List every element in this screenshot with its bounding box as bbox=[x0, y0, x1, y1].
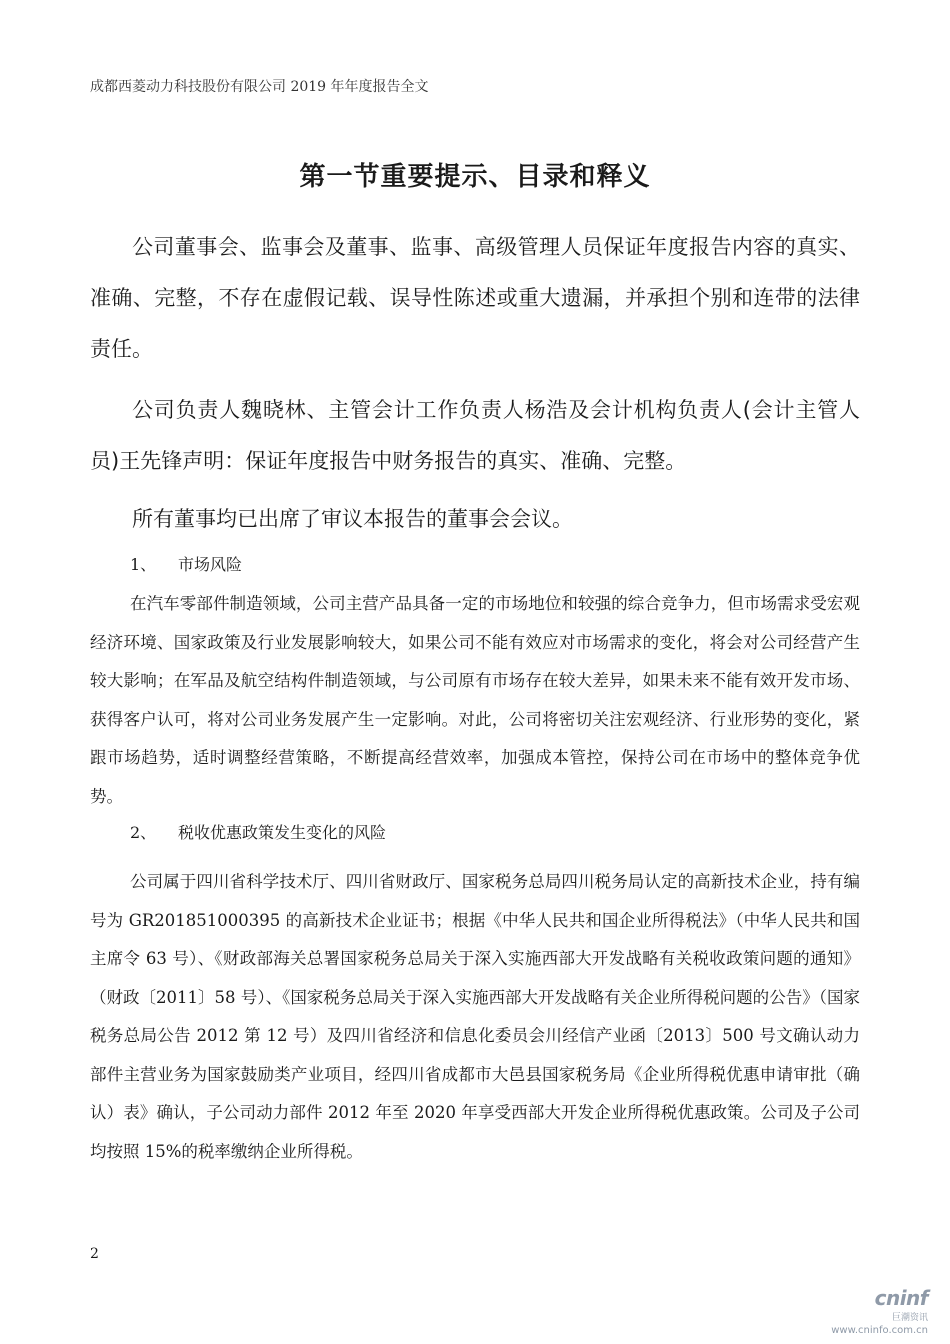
page-number: 2 bbox=[90, 1246, 99, 1262]
logo-mark: cninf bbox=[874, 1286, 928, 1310]
section-title: 第一节重要提示、目录和释义 bbox=[299, 162, 651, 192]
risk-paragraph-tax: 公司属于四川省科学技术厅、四川省财政厅、国家税务总局四川税务局认定的高新技术企业，持有编号为 GR201851000395 的高新技术企业证书；根据《中华人民共和国企业所得税法》（中华人民共和国主席令 63 号）、《财政部海关总署国家税务总局关于深入实施西部大开发战略有关税收政策问题的通知》（财政〔2011〕58 号）、《国家税务总局关于深入实施西部大开发战略有关企业所得税问题的公告》（国家税务总局公告 2012 第 12 号）及四川省经济和信息化委员会川经信产业函〔2013〕500 号文确认动力部件主营业务为国家鼓励类产业项目，经四川省成都市大邑县国家税务局《企业所得税优惠申请审批（确认）表》确认，子公司动力部件 2012 年至 2020 年享受西部大开发企业所得税优惠政策。公司及子公司均按照 15%的税率缴纳企业所得税。 bbox=[90, 872, 860, 1161]
board-attendance-statement: 所有董事均已出席了审议本报告的董事会会议。 bbox=[132, 507, 573, 531]
risk-title: 市场风险 bbox=[178, 555, 243, 574]
financial-report-statement: 公司负责人魏晓林、主管会计工作负责人杨浩及会计机构负责人(会计主管人员)王先锋声明：保证年度报告中财务报告的真实、准确、完整。 bbox=[90, 398, 860, 473]
risk-heading-tax bbox=[130, 820, 386, 843]
risk-number: 2、 bbox=[130, 823, 157, 842]
risk-title: 税收优惠政策发生变化的风险 bbox=[178, 823, 387, 842]
document-header: 成都西菱动力科技股份有限公司 2019 年年度报告全文 bbox=[90, 79, 429, 95]
risk-number: 1、 bbox=[130, 555, 157, 574]
risk-heading-market bbox=[130, 552, 242, 575]
risk-paragraph-market: 在汽车零部件制造领域，公司主营产品具备一定的市场地位和较强的综合竞争力，但市场需求受宏观经济环境、国家政策及行业发展影响较大，如果公司不能有效应对市场需求的变化，将会对公司经营产生较大影响；在军品及航空结构件制造领域，与公司原有市场存在较大差异，如果未来不能有效开发市场、获得客户认可，将对公司业务发展产生一定影响。对此，公司将密切关注宏观经济、行业形势的变化，紧跟市场趋势，适时调整经营策略，不断提高经营效率，加强成本管控，保持公司在市场中的整体竞争优势。 bbox=[90, 594, 860, 806]
logo-subtitle: 巨潮资讯 bbox=[891, 1313, 928, 1323]
cninfo-watermark-logo bbox=[808, 1286, 928, 1336]
logo-url: www.cninfo.com.cn bbox=[831, 1325, 928, 1336]
board-responsibility-statement: 公司董事会、监事会及董事、监事、高级管理人员保证年度报告内容的真实、准确、完整，不存在虚假记载、误导性陈述或重大遗漏，并承担个别和连带的法律责任。 bbox=[90, 235, 860, 361]
